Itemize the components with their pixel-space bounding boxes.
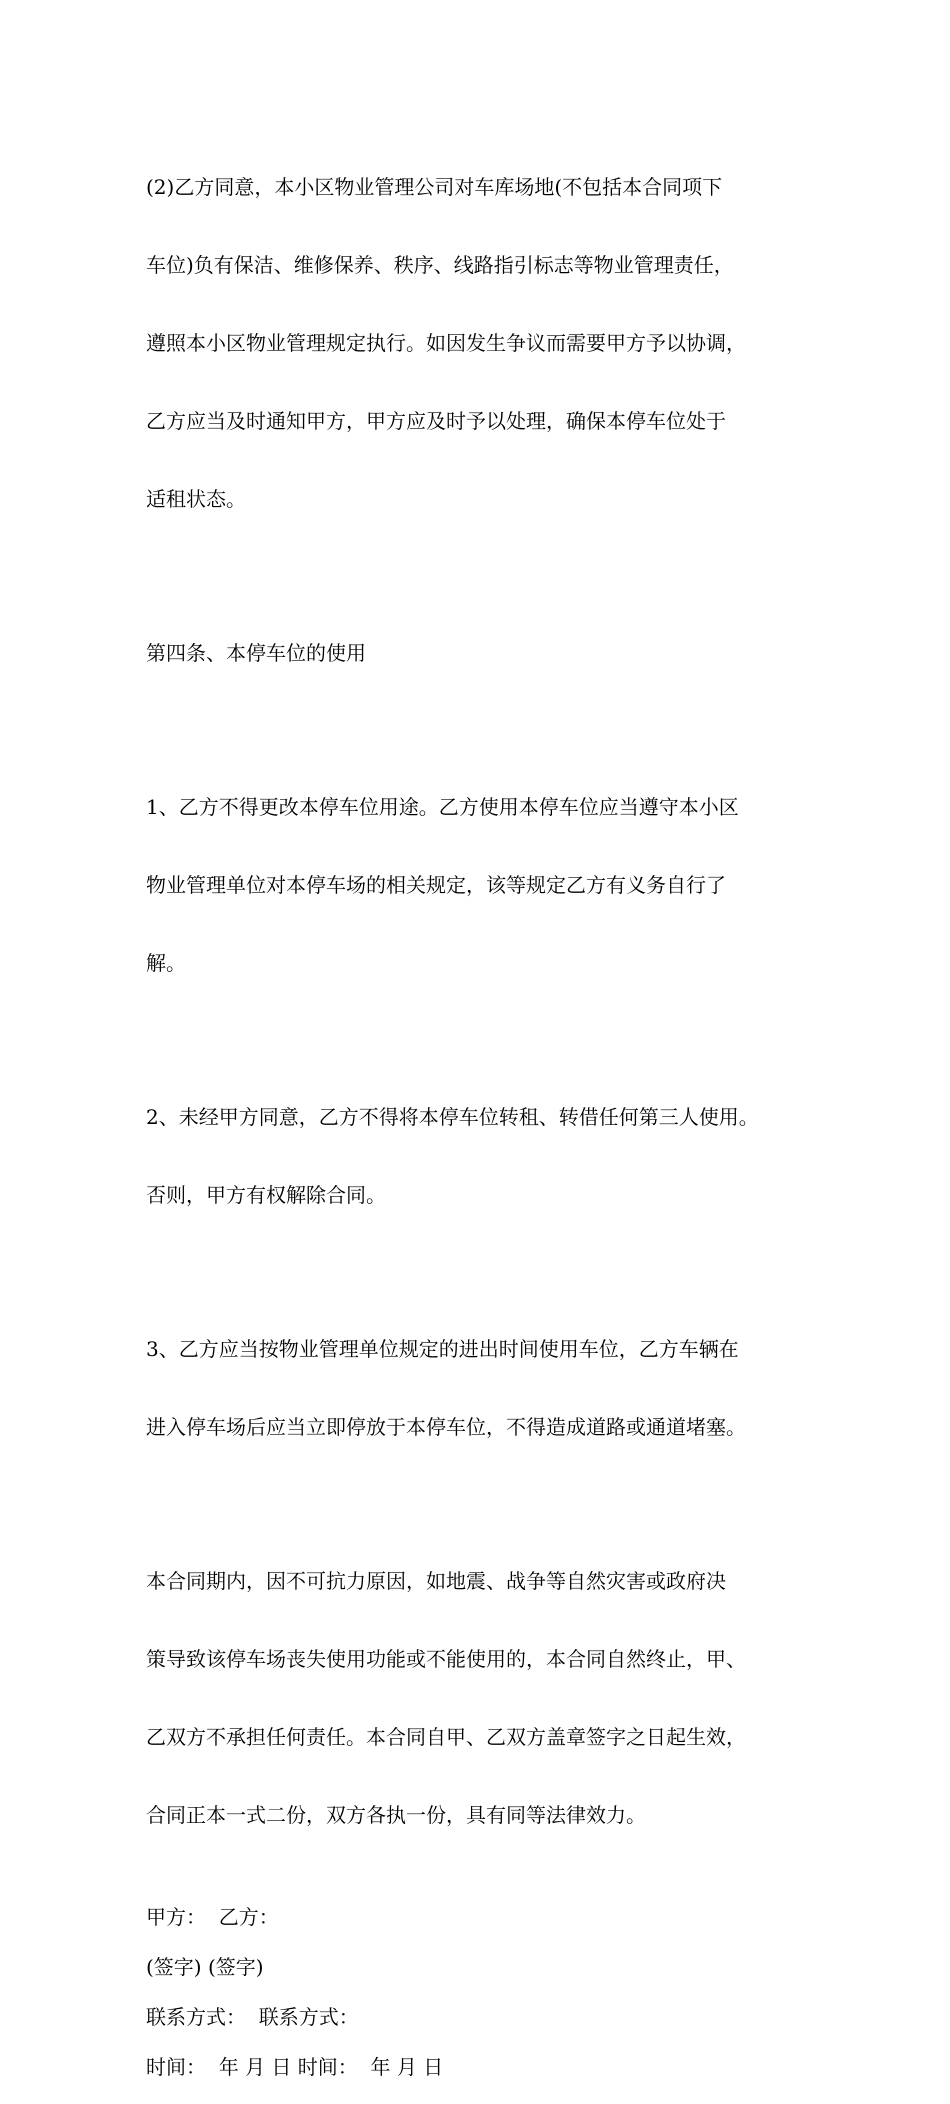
clause-1 bbox=[146, 742, 810, 1028]
text-line: 解。 bbox=[146, 951, 186, 975]
text-line: 进入停车场后应当立即停放于本停车位，不得造成道路或通道堵塞。 bbox=[146, 1415, 746, 1439]
text-line: 合同正本一式二份，双方各执一份，具有同等法律效力。 bbox=[146, 1803, 646, 1827]
force-majeure-clause bbox=[146, 1516, 810, 1880]
heading-text: 第四条、本停车位的使用 bbox=[146, 641, 366, 665]
signature-parties: 甲方： 乙方： bbox=[146, 1905, 279, 1929]
text-line: 1、乙方不得更改本停车位用途。乙方使用本停车位应当遵守本小区 bbox=[146, 795, 739, 819]
signature-date: 时间： 年 月 日 时间： 年 月 日 bbox=[146, 2055, 444, 2079]
signature-contact: 联系方式： 联系方式： bbox=[146, 2005, 359, 2029]
text-line: 遵照本小区物业管理规定执行。如因发生争议而需要甲方予以协调， bbox=[146, 331, 746, 355]
clause-2 bbox=[146, 1052, 810, 1260]
text-line: 本合同期内，因不可抗力原因，如地震、战争等自然灾害或政府决 bbox=[146, 1569, 726, 1593]
text-line: 3、乙方应当按物业管理单位规定的进出时间使用车位，乙方车辆在 bbox=[146, 1337, 739, 1361]
paragraph-management-duty bbox=[146, 122, 810, 564]
text-line: 车位)负有保洁、维修保养、秩序、线路指引标志等物业管理责任， bbox=[146, 253, 734, 277]
text-line: 策导致该停车场丧失使用功能或不能使用的，本合同自然终止，甲、 bbox=[146, 1647, 746, 1671]
text-line: 2、未经甲方同意，乙方不得将本停车位转租、转借任何第三人使用。 bbox=[146, 1105, 759, 1129]
text-line: 否则，甲方有权解除合同。 bbox=[146, 1183, 386, 1207]
text-line: 物业管理单位对本停车场的相关规定，该等规定乙方有义务自行了 bbox=[146, 873, 726, 897]
text-line: 乙双方不承担任何责任。本合同自甲、乙双方盖章签字之日起生效， bbox=[146, 1725, 746, 1749]
signature-sign: (签字) (签字) bbox=[146, 1955, 264, 1979]
document-page bbox=[146, 122, 810, 2104]
section-heading-article-4 bbox=[146, 588, 810, 718]
text-line: 适租状态。 bbox=[146, 487, 246, 511]
text-line: 乙方应当及时通知甲方，甲方应及时予以处理，确保本停车位处于 bbox=[146, 409, 726, 433]
clause-3 bbox=[146, 1284, 810, 1492]
text-line: (2)乙方同意，本小区物业管理公司对车库场地(不包括本合同项下 bbox=[146, 175, 723, 199]
